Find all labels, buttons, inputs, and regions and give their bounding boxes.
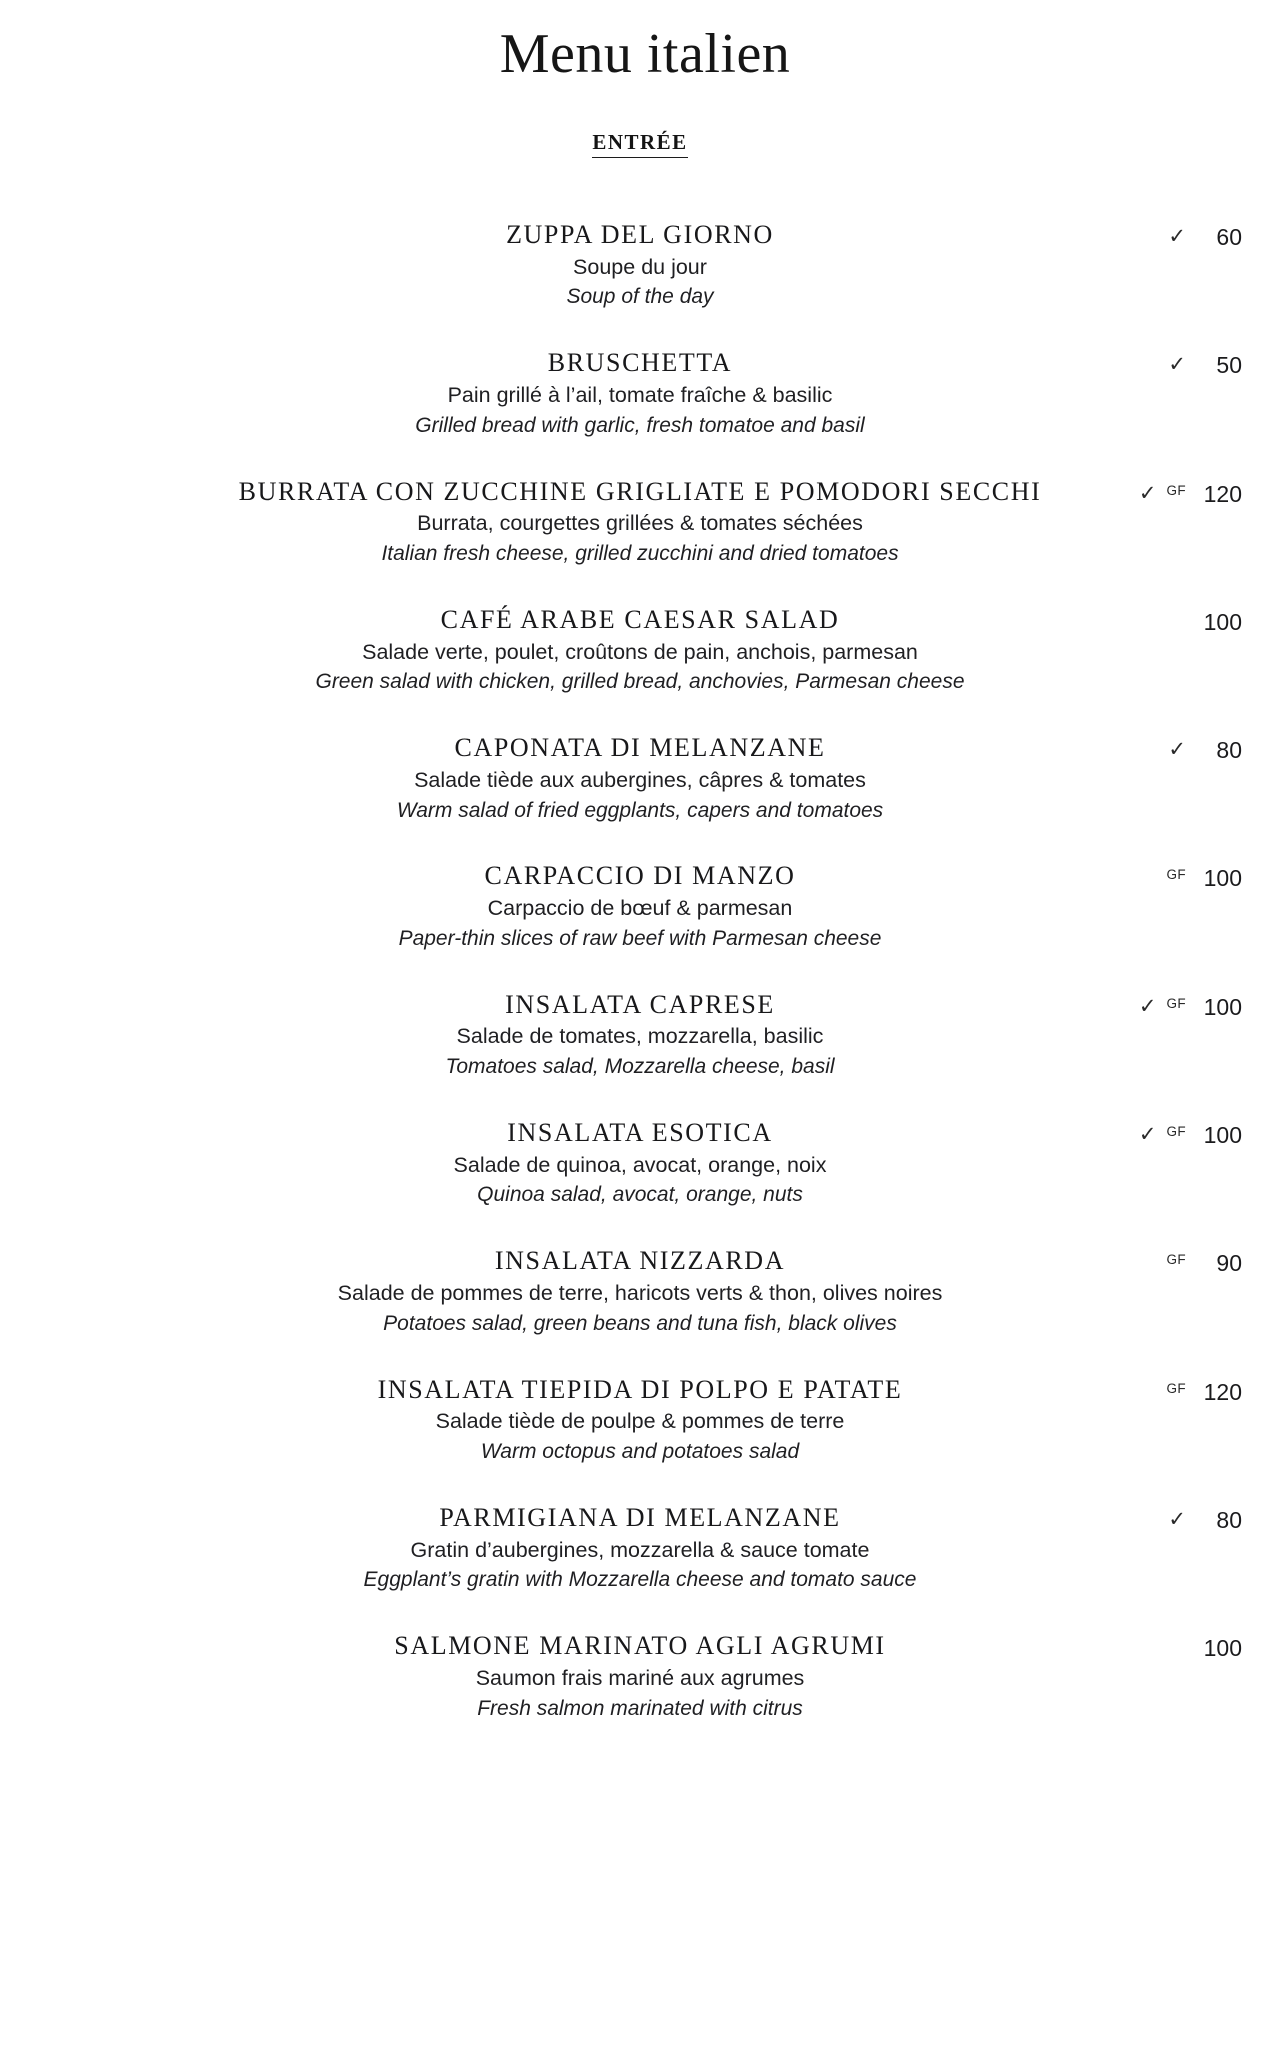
menu-item-description-en: Potatoes salad, green beans and tuna fish, black olives — [383, 1311, 897, 1335]
menu-item-name: BURRATA CON ZUCCHINE GRIGLIATE E POMODORI SECCHI — [238, 476, 1042, 506]
menu-item-price: 100 — [1203, 1122, 1242, 1149]
gluten-free-icon: GF — [1166, 1380, 1186, 1396]
menu-item — [20, 477, 1260, 569]
menu-item-description-fr: Pain grillé à l’ail, tomate fraîche & basilic — [447, 382, 833, 407]
menu-item-price: 80 — [1216, 737, 1242, 764]
menu-item-price-group — [1012, 352, 1242, 379]
menu-item-description-en: Paper-thin slices of raw beef with Parmesan cheese — [398, 926, 882, 950]
vegetarian-check-icon: ✓ — [1138, 1122, 1157, 1147]
gluten-free-icon: GF — [1166, 1252, 1186, 1268]
menu-item-price-group — [1012, 1507, 1242, 1534]
menu-item-description-fr: Salade tiède de poulpe & pommes de terre — [435, 1409, 845, 1434]
vegetarian-check-icon: ✓ — [1168, 1506, 1186, 1531]
menu-item-price-group — [1012, 1122, 1242, 1149]
vegetarian-check-icon: ✓ — [1168, 352, 1186, 377]
menu-item — [20, 861, 1260, 953]
menu-item-description-fr: Salade tiède aux aubergines, câpres & tomates — [414, 767, 866, 792]
menu-item-name: SALMONE MARINATO AGLI AGRUMI — [394, 1631, 886, 1661]
menu-item-price-group — [1012, 481, 1242, 508]
menu-item — [20, 220, 1260, 312]
menu-item-price: 90 — [1216, 1250, 1242, 1277]
section-heading: ENTRÉE — [592, 130, 687, 158]
menu-item-name: CAFÉ ARABE CAESAR SALAD — [440, 604, 840, 634]
menu-item-description-fr: Soupe du jour — [573, 254, 707, 279]
menu-item-price: 80 — [1216, 1506, 1242, 1533]
menu-item-name: INSALATA NIZZARDA — [494, 1246, 786, 1276]
menu-item-name: CARPACCIO DI MANZO — [484, 861, 796, 891]
menu-item — [20, 1631, 1260, 1723]
menu-item-price-group — [1012, 865, 1242, 892]
menu-item-name: INSALATA ESOTICA — [507, 1118, 773, 1148]
menu-item-description-fr: Salade verte, poulet, croûtons de pain, anchois, parmesan — [362, 639, 918, 664]
menu-item-price: 100 — [1203, 993, 1242, 1020]
menu-item-name: PARMIGIANA DI MELANZANE — [439, 1502, 841, 1532]
menu-item-price: 60 — [1216, 224, 1242, 250]
menu-item — [20, 1375, 1260, 1467]
menu-item-description-fr: Burrata, courgettes grillées & tomates séchées — [417, 511, 863, 536]
menu-item-description-en: Italian fresh cheese, grilled zucchini and dried tomatoes — [381, 541, 899, 565]
gluten-free-icon: GF — [1166, 1124, 1186, 1140]
vegetarian-check-icon: ✓ — [1168, 737, 1186, 762]
menu-item-price: 100 — [1203, 865, 1242, 892]
menu-item-price-group — [1012, 1250, 1242, 1277]
menu-item-name: INSALATA CAPRESE — [505, 989, 775, 1019]
menu-item-price-group — [1012, 1379, 1242, 1406]
vegetarian-check-icon: ✓ — [1138, 480, 1157, 505]
menu-item-description-en: Grilled bread with garlic, fresh tomatoe and basil — [415, 413, 865, 437]
vegetarian-check-icon: ✓ — [1138, 993, 1157, 1018]
page-title: Menu italien — [499, 23, 791, 85]
menu-item-description-fr: Salade de pommes de terre, haricots verts & thon, olives noires — [337, 1281, 943, 1306]
menu-item-description-en: Soup of the day — [566, 285, 714, 309]
menu-item-name: ZUPPA DEL GIORNO — [506, 220, 774, 249]
menu-item-description-en: Warm salad of fried eggplants, capers and tomatoes — [396, 798, 884, 822]
gluten-free-icon: GF — [1166, 482, 1186, 498]
section-heading-wrap — [0, 130, 1280, 158]
menu-item-description-en: Tomatoes salad, Mozzarella cheese, basil — [445, 1055, 835, 1079]
menu-item-name: INSALATA TIEPIDA DI POLPO E PATATE — [377, 1374, 903, 1404]
menu-item-name: BRUSCHETTA — [547, 348, 733, 378]
menu-item-description-en: Warm octopus and potatoes salad — [480, 1440, 800, 1463]
vegetarian-check-icon: ✓ — [1168, 224, 1186, 248]
menu-item-name: CAPONATA DI MELANZANE — [454, 733, 826, 763]
menu-item — [20, 605, 1260, 697]
menu-item-description-en: Fresh salmon marinated with citrus — [477, 1696, 803, 1720]
menu-page — [0, 22, 1280, 1800]
menu-item-description-en: Eggplant’s gratin with Mozzarella cheese and tomato sauce — [363, 1568, 917, 1592]
menu-item — [20, 348, 1260, 440]
menu-item-description-en: Quinoa salad, avocat, orange, nuts — [477, 1183, 803, 1207]
menu-item-description-fr: Salade de quinoa, avocat, orange, noix — [453, 1152, 827, 1177]
menu-item-price-group — [1012, 224, 1242, 251]
menu-item — [20, 1246, 1260, 1338]
menu-item-description-en: Green salad with chicken, grilled bread, anchovies, Parmesan cheese — [315, 670, 965, 694]
menu-item-description-fr: Carpaccio de bœuf & parmesan — [487, 896, 793, 921]
menu-item-price: 100 — [1203, 608, 1242, 635]
gluten-free-icon: GF — [1166, 995, 1186, 1011]
gluten-free-icon: GF — [1166, 867, 1186, 883]
menu-item-description-fr: Saumon frais mariné aux agrumes — [475, 1665, 805, 1690]
menu-item-description-fr: Salade de tomates, mozzarella, basilic — [456, 1024, 824, 1049]
menu-item-price-group — [1012, 609, 1242, 636]
menu-item — [20, 1118, 1260, 1210]
menu-item — [20, 990, 1260, 1082]
menu-item-price-group — [1012, 1635, 1242, 1662]
menu-item-price-group — [1012, 994, 1242, 1021]
menu-item — [20, 733, 1260, 825]
menu-item — [20, 1503, 1260, 1595]
menu-item-price: 120 — [1203, 480, 1242, 507]
menu-item-price: 100 — [1203, 1635, 1242, 1662]
menu-items-list — [0, 220, 1280, 1724]
menu-item-description-fr: Gratin d’aubergines, mozzarella & sauce tomate — [410, 1537, 870, 1562]
menu-item-price: 120 — [1203, 1378, 1242, 1405]
menu-item-price: 50 — [1216, 352, 1242, 379]
menu-item-price-group — [1012, 737, 1242, 764]
